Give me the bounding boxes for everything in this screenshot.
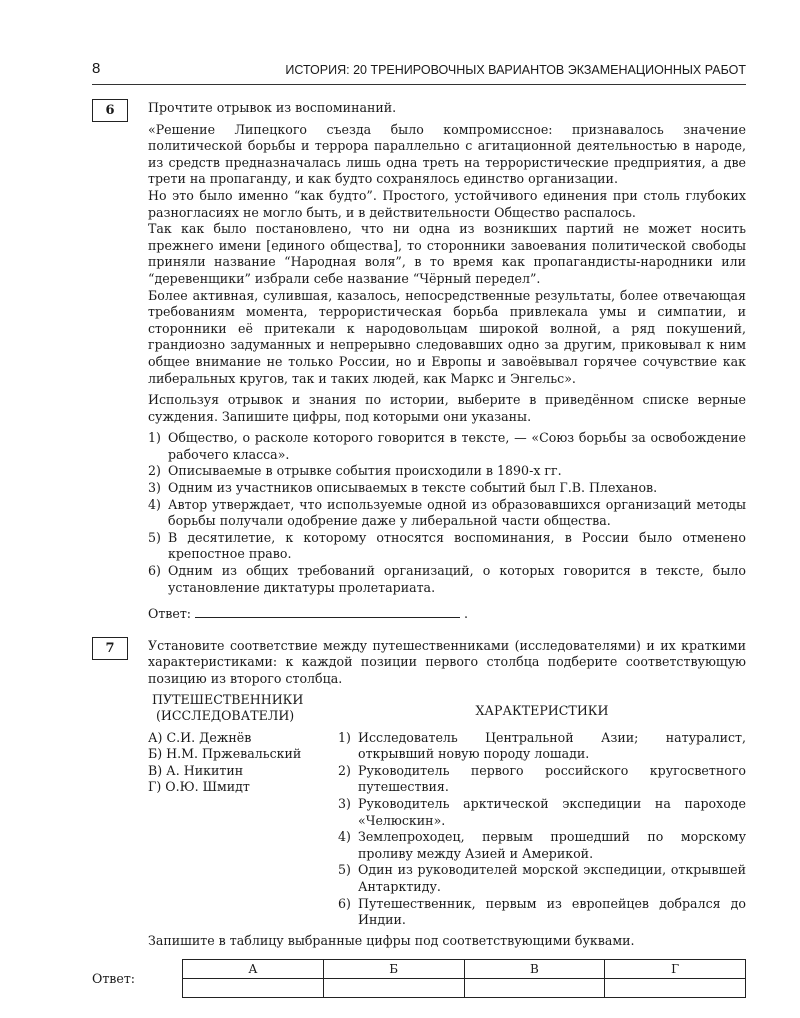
item-number: 6) xyxy=(338,895,351,911)
q6-quote-p3: Так как было постановлено, что ни одна из возникших партий не может носить прежнего имени [единого общества], то сторонники завоевания политической свободы приняли название “Народная воля”, в то время как пропагандисты-народники или “деревенщики” избрали себе название “Чёрный передел”. xyxy=(148,221,746,286)
column-header-g: Г xyxy=(605,960,746,979)
answer-period: . xyxy=(464,606,469,622)
option-text: Автор утверждает, что используемые одной из образовавшихся организаций методы борьбы получали одобрение даже у либеральной части общества. xyxy=(168,496,746,529)
column-header-v: В xyxy=(464,960,605,979)
option-number: 2) xyxy=(148,463,161,479)
item-text: Исследователь Центральной Азии; натуралист, открывший новую породу лошади. xyxy=(358,729,746,762)
answer-label: Ответ: xyxy=(148,606,192,622)
characteristic-item xyxy=(338,862,746,895)
item-number: 5) xyxy=(338,862,351,878)
characteristics-header: ХАРАКТЕРИСТИКИ xyxy=(475,702,609,718)
item-number: 4) xyxy=(338,829,351,845)
item-number: 2) xyxy=(338,762,351,778)
traveler-item: Г) О.Ю. Шмидт xyxy=(148,779,250,795)
option-number: 4) xyxy=(148,496,161,512)
travelers-column xyxy=(148,692,338,929)
option-text: В десятилетие, к которому относятся воспоминания, в России было отменено крепостное право. xyxy=(168,529,746,562)
q6-quote-p4: Более активная, сулившая, казалось, непосредственные результаты, более отвечающая требованиям момента, террористическая борьба привлекала умы и симпатии, и сторонники её притекали к народовольцам широкой волной, а ряд покушений, грандиозно задуманных и непрерывно следовавших одно за другим, приковывал к ним общее внимание не только России, но и Европы и завоёвывал горячее сочувствие как либеральных кругов, так и таких людей, как Маркс и Энгельс». xyxy=(148,287,746,386)
q6-answer xyxy=(148,606,746,623)
characteristic-item xyxy=(338,730,746,763)
option-text: Одним из общих требований организаций, о которых говорится в тексте, было установление диктатуры пролетариата. xyxy=(168,563,746,595)
q7-answer-table xyxy=(182,959,746,998)
question-6-body xyxy=(148,100,746,623)
running-title: ИСТОРИЯ: 20 ТРЕНИРОВОЧНЫХ ВАРИАНТОВ ЭКЗАМЕНАЦИОННЫХ РАБОТ xyxy=(285,63,746,77)
item-text: Путешественник, первым из европейцев добрался до Индии. xyxy=(358,895,746,928)
option-text: Общество, о расколе которого говорится в тексте, — «Союз борьбы за освобождение рабочего класса». xyxy=(168,430,746,462)
question-7 xyxy=(92,638,746,950)
answer-cell-b[interactable] xyxy=(323,979,464,998)
q7-table-instruction: Запишите в таблицу выбранные цифры под соответствующими буквами. xyxy=(148,932,635,948)
answer-cell-g[interactable] xyxy=(605,979,746,998)
traveler-item: А) С.И. Дежнёв xyxy=(148,729,252,745)
option-number: 5) xyxy=(148,529,161,545)
item-text: Руководитель арктической экспедиции на пароходе «Челюскин». xyxy=(358,795,746,828)
item-text: Один из руководителей морской экспедиции, открывшей Антарктиду. xyxy=(358,862,746,894)
answer-cell-a[interactable] xyxy=(183,979,324,998)
q6-instruction: Используя отрывок и знания по истории, выберите в приведённом списке верные суждения. Запишите цифры, под которыми они указаны. xyxy=(148,392,746,424)
column-header-b: Б xyxy=(323,960,464,979)
characteristic-item xyxy=(338,796,746,829)
option-number: 1) xyxy=(148,430,161,446)
answer-cell-v[interactable] xyxy=(464,979,605,998)
characteristic-item xyxy=(338,829,746,862)
item-text: Руководитель первого российского кругосветного путешествия. xyxy=(358,762,746,795)
q6-quote-p2: Но это было именно “как будто”. Простого, устойчивого единения при столь глубоких разногласиях не могло быть, и в действительности Общество распалось. xyxy=(148,187,746,220)
header-line: (ИССЛЕДОВАТЕЛИ) xyxy=(156,707,295,723)
characteristic-item xyxy=(338,763,746,796)
question-number-7: 7 xyxy=(92,637,128,660)
question-6 xyxy=(92,100,746,623)
q6-intro: Прочтите отрывок из воспоминаний. xyxy=(148,100,397,115)
traveler-item: В) А. Никитин xyxy=(148,762,244,778)
item-number: 3) xyxy=(338,795,351,811)
option xyxy=(148,497,746,530)
traveler-item: Б) Н.М. Пржевальский xyxy=(148,746,302,762)
answer-field[interactable] xyxy=(195,606,460,618)
page-header xyxy=(92,0,746,85)
q6-options xyxy=(148,430,746,596)
option-number: 3) xyxy=(148,480,161,496)
item-text: Землепроходец, первым прошедший по морскому проливу между Азией и Америкой. xyxy=(358,829,746,861)
question-7-body xyxy=(148,638,746,950)
q7-answer-label: Ответ: xyxy=(92,971,136,987)
option xyxy=(148,463,746,480)
item-number: 1) xyxy=(338,729,351,745)
option-text: Одним из участников описываемых в тексте событий был Г.В. Плеханов. xyxy=(168,480,658,496)
option xyxy=(148,430,746,463)
q7-intro: Установите соответствие между путешественниками (исследователями) и их краткими характеристиками: к каждой позиции первого столбца подберите соответствующую позицию из второго столбца. xyxy=(148,637,746,686)
option xyxy=(148,480,746,497)
characteristic-item xyxy=(338,896,746,929)
option xyxy=(148,563,746,596)
characteristics-column xyxy=(338,692,746,929)
column-header-a: А xyxy=(183,960,324,979)
question-number-6: 6 xyxy=(92,99,128,122)
page-number: 8 xyxy=(92,60,101,77)
option xyxy=(148,530,746,563)
q7-answer-row xyxy=(92,959,746,998)
travelers-header xyxy=(148,692,338,730)
q6-quote-p1: «Решение Липецкого съезда было компромиссное: признавалось значение политической борьбы и террора параллельно с агитационной деятельностью в народе, из средств предназначалась лишь одна треть на террористические предприятия, а две трети на пропаганду, и как будто сохранялось единство организации. xyxy=(148,121,746,187)
option-text: Описываемые в отрывке события происходили в 1890-х гг. xyxy=(168,463,562,479)
header-line: ПУТЕШЕСТВЕННИКИ xyxy=(152,691,304,707)
option-number: 6) xyxy=(148,563,161,579)
